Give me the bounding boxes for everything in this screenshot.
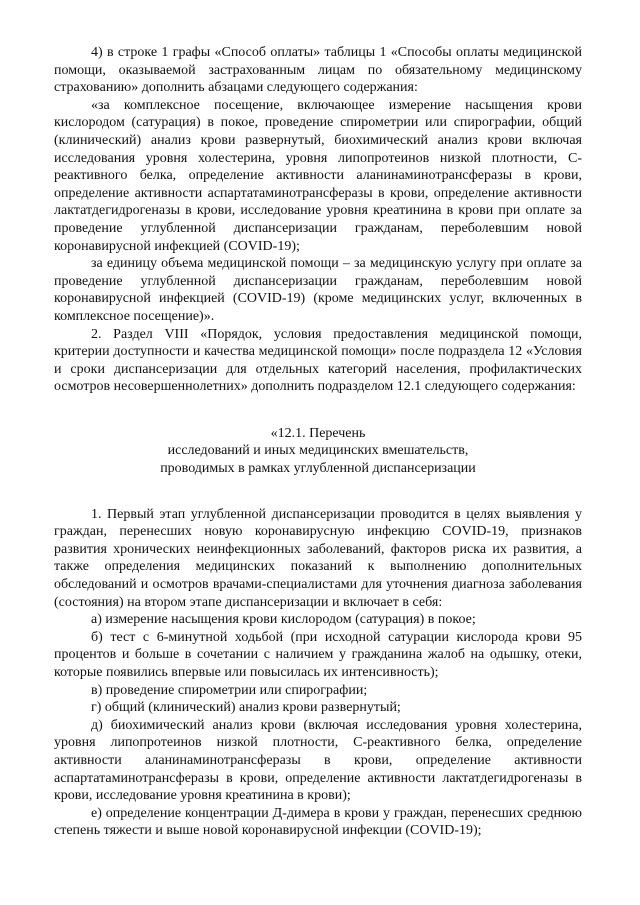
subsection-heading [54, 425, 582, 478]
paragraph-complex-visit: «за комплексное посещение, включающее измерение насыщения крови кислородом (сатурация) в покое, проведение спирометрии или спирографии, общий (клинический) анализ крови развернутый, биохимический анализ крови включая исследования уровня холестерина, уровня липопротеинов низкой плотности, С-реактивного белка, определение активности аланинаминотрансферазы в крови, определение активности аспартатаминотрансферазы в крови, определение активности лактатдегидрогеназы в крови, исследование уровня креатинина в крови при оплате за проведение углубленной диспансеризации гражданам, переболевшим новой коронавирусной инфекцией (COVID-19); [54, 97, 582, 254]
list-item-v: в) проведение спирометрии или спирографии; [91, 682, 368, 698]
list-item-a: а) измерение насыщения крови кислородом (сатурация) в покое; [91, 612, 476, 628]
list-item-e: е) определение концентрации Д-димера в крови у граждан, перенесших среднюю степень тяжести и выше новой коронавирусной инфекции (COVID-19); [54, 805, 582, 839]
paragraph-table-amendment: 4) в строке 1 графы «Способ оплаты» таблицы 1 «Способы оплаты медицинской помощи, оказываемой застрахованным лицам по обязательному медицинскому страхованию» дополнить абзацами следующего содержания: [54, 45, 582, 96]
heading-line-2: исследований и иных медицинских вмешательств, [167, 443, 469, 459]
list-item-g: г) общий (клинический) анализ крови развернутый; [91, 700, 401, 716]
paragraph-first-stage: 1. Первый этап углубленной диспансеризации проводится в целях выявления у граждан, перенесших новую коронавирусную инфекцию COVID-19, признаков развития хронических неинфекционных заболеваний, факторов риска их развития, а также определения медицинских показаний к выполнению дополнительных обследований и осмотров врачами-специалистами для уточнения диагноза заболевания (состояния) на втором этапе диспансеризации и включает в себя: [54, 506, 582, 610]
paragraph-unit-of-care: за единицу объема медицинской помощи – за медицинскую услугу при оплате за проведение углубленной диспансеризации гражданам, переболевшим новой коронавирусной инфекцией (COVID-19) (кроме медицинских услуг, включенных в комплексное посещение)». [54, 256, 582, 324]
heading-line-3: проводимых в рамках углубленной диспансеризации [160, 461, 476, 477]
list-item-d: д) биохимический анализ крови (включая исследования уровня холестерина, уровня липопротеинов низкой плотности, С-реактивного белка, определение активности аланинаминотрансферазы в крови, определение активности аспартатаминотрансферазы в крови, определение активности лактатдегидрогеназы в крови, исследование уровня креатинина в крови); [54, 717, 582, 804]
paragraph-section-viii: 2. Раздел VIII «Порядок, условия предоставления медицинской помощи, критерии доступности и качества медицинской помощи» после подраздела 12 «Условия и сроки диспансеризации для отдельных категорий населения, профилактических осмотров несовершеннолетних» дополнить подразделом 12.1 следующего содержания: [54, 326, 582, 395]
heading-line-1: «12.1. Перечень [270, 425, 366, 441]
document-page [54, 44, 582, 840]
list-item-b: б) тест с 6-минутной ходьбой (при исходной сатурации кислорода крови 95 процентов и больше в сочетании с наличием у гражданина жалоб на одышку, отеки, которые появились впервые или повысилась их интенсивность); [54, 629, 582, 680]
